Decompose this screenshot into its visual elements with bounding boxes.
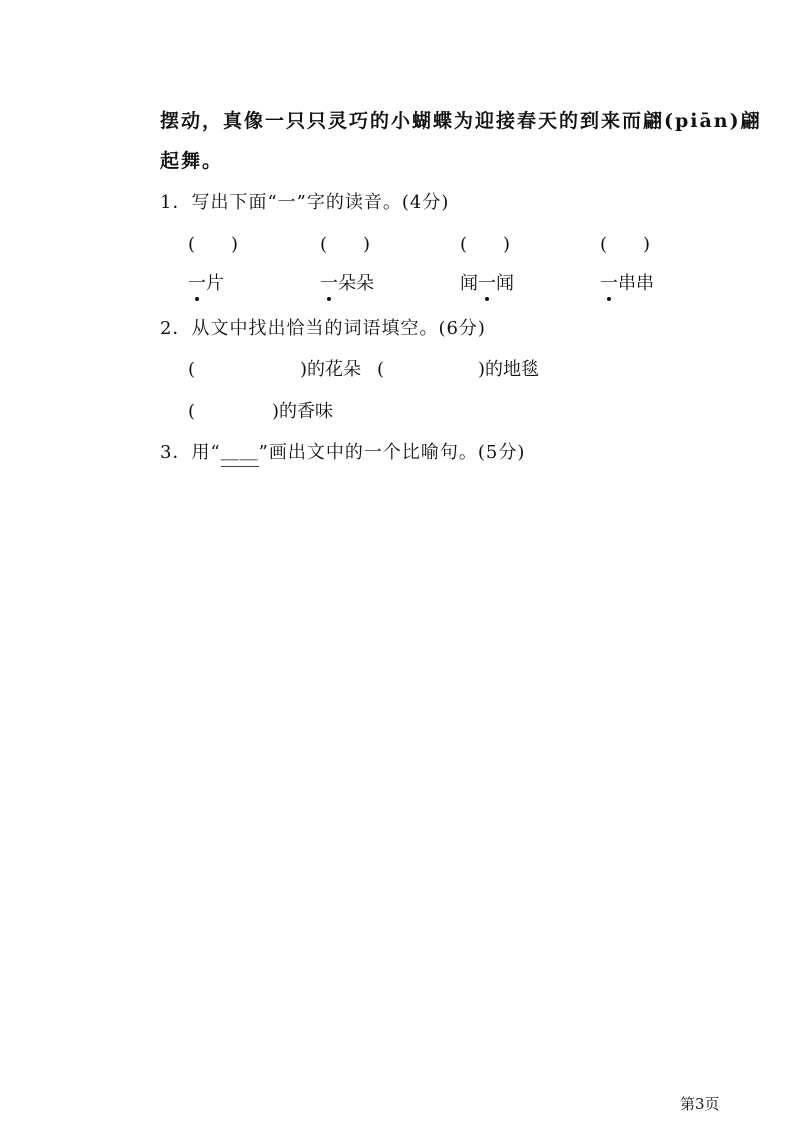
fill-blank-carpet-open[interactable]: ( xyxy=(377,359,385,380)
word-suffix: 朵朵 xyxy=(338,273,374,294)
word-suffix: 串串 xyxy=(618,273,654,294)
dotted-char: 一 xyxy=(478,273,496,294)
question-2-prompt: 2．从文中找出恰当的词语填空。(6分) xyxy=(160,318,486,339)
pinyin-blank-3[interactable]: ( ) xyxy=(460,234,511,255)
word-yi-duoduo xyxy=(320,272,374,296)
pinyin-blank-1[interactable]: ( ) xyxy=(188,234,239,255)
question-3-prompt xyxy=(160,440,525,467)
fill-blank-flowers-open[interactable]: ( xyxy=(188,359,196,380)
question-1-prompt: 1．写出下面“一”字的读音。(4分) xyxy=(160,192,450,213)
pinyin-blank-4[interactable]: ( ) xyxy=(600,234,651,255)
question-3-prompt-start: 3．用“ xyxy=(160,442,221,463)
fill-blank-fragrance-open[interactable]: ( xyxy=(188,401,196,422)
dotted-char: 一 xyxy=(188,273,206,294)
pinyin-blank-2[interactable]: ( ) xyxy=(320,234,371,255)
fill-blank-fragrance-label: )的香味 xyxy=(272,401,334,422)
fill-blank-flowers-label: )的花朵 xyxy=(300,359,362,380)
word-suffix: 片 xyxy=(206,273,224,294)
word-suffix: 闻 xyxy=(496,273,514,294)
underline-symbol: ＿＿ xyxy=(221,440,259,467)
word-prefix: 闻 xyxy=(460,273,478,294)
word-wen-yi-wen xyxy=(460,272,514,296)
word-yi-chuanchuan xyxy=(600,272,654,296)
page-number: 第3页 xyxy=(680,1095,720,1113)
dotted-char: 一 xyxy=(600,273,618,294)
passage-line-2: 起舞。 xyxy=(160,150,224,172)
fill-blank-carpet-label: )的地毯 xyxy=(478,359,540,380)
dotted-char: 一 xyxy=(320,273,338,294)
word-yi-pian xyxy=(188,272,224,296)
question-3-prompt-end: ”画出文中的一个比喻句。(5分) xyxy=(258,442,526,463)
passage-line-1: 摆动，真像一只只灵巧的小蝴蝶为迎接春天的到来而翩(piān)翩 xyxy=(160,110,762,132)
